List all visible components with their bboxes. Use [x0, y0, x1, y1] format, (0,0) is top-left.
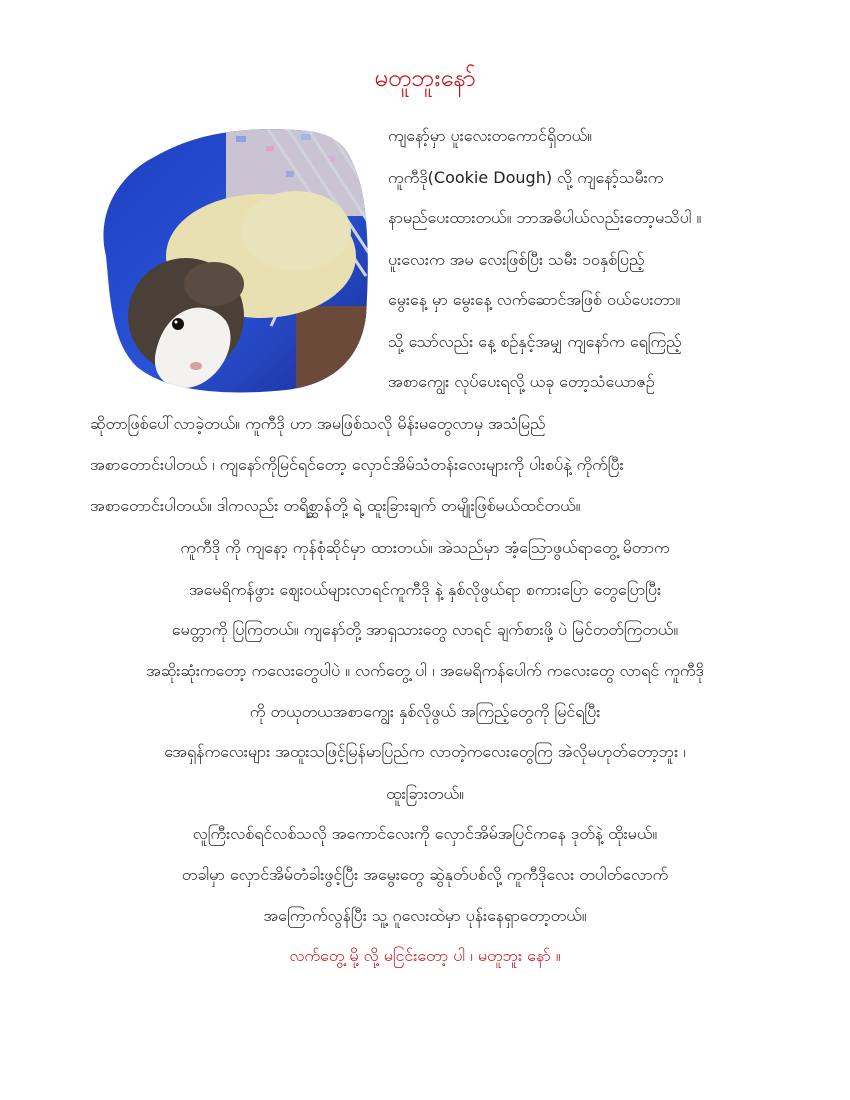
body-line: ကို တယုတယအစာကျွေး နှစ်လိုဖွယ် အကြည့်တွေကို မြင်ရပြီး: [249, 702, 601, 721]
body-line: မွေးနေ့ မှာ မွေးနေ့ လက်ဆောင်အဖြစ် ဝယ်ပေးတာ။: [388, 290, 681, 309]
body-line: ကူကီဒို(Cookie Dough) လို့ ကျနော့်သမီးက: [388, 168, 664, 187]
body-line: ဆိုတာဖြစ်ပေါ်လာခဲ့တယ်။ ကူကီဒို ဟာ အမဖြစ်သလို မိန်းမတွေလာမှ အသံမြည်: [90, 414, 546, 433]
body-line: အေရှန်ကလေးများ အထူးသဖြင့်မြန်မာပြည်က လာတဲ့ကလေးတွေကြ အဲလိုမဟုတ်တော့ဘူး ၊: [164, 742, 686, 761]
body-line: အကြောက်လွန်ပြီး သူ့ ဂူလေးထဲမှာ ပုန်းနေရှာတော့တယ်။: [263, 906, 587, 925]
body-line: ကျနော့်မှာ ပူးလေးတကောင်ရှိတယ်။: [388, 126, 592, 145]
body-line: ကူကီဒို ကို ကျနော့ ကုန်စုံဆိုင်မှာ ထားတယ်။ အဲသည်မှာ အံ့သြောဖွယ်ရာတွေ့ မိတာက: [180, 538, 670, 557]
body-line: မေတ္တာကို ပြကြတယ်။ ကျနော်တို့ အာရှသားတွေ လာရင် ချက်စားဖို့ ပဲ မြင်တတ်ကြတယ်။: [171, 620, 679, 639]
body-line: ထူးခြားတယ်။: [386, 784, 464, 803]
body-line: လူကြီးလစ်ရင်လစ်သလို အကောင်လေးကို လှောင်အိမ်အပြင်ကနေ ဒုတ်နဲ့ ထိုးမယ်။: [192, 824, 658, 843]
closing-line: လက်တွေ့ မို့ လို့ မငြင်းတော့ ပါ ၊ မတူဘူး နော် ။: [289, 946, 561, 965]
body-line: အစာတောင်းပါတယ်။ ဒါကလည်း တရိစ္ဆာန်တို့ ရဲ့ ထူးခြားချက် တမျိုးဖြစ်မယ်ထင်တယ်။: [90, 496, 581, 515]
body-line: တခါမှာ လှောင်အိမ်တံခါးဖွင့်ပြီး အမွေးတွေ ဆွဲနုတ်ပစ်လို့ ကူကီဒိုလေး တပါတ်လောက်: [181, 865, 669, 884]
body-line: အမေရိကန်ဖွား ဈေးဝယ်များလာရင်ကူကီဒို နဲ့ နှစ်လိုဖွယ်ရာ စကားပြော တွေပြောပြီး: [188, 580, 662, 599]
body-line: နာမည်ပေးထားတယ်။ ဘာအဓိပါယ်လည်းတော့မသိပါ ။: [388, 208, 702, 227]
page-title: မတူဘူးနော်: [374, 64, 476, 92]
body-line: သို့ သော်လည်း နေ့ စဉ်နှင့်အမျှ ကျနော်က ရေကြည့်: [388, 332, 682, 351]
guinea-pig-photo: [96, 126, 374, 394]
body-line: ပူးလေးက အမ လေးဖြစ်ပြီး သမီး ၁၀နှစ်ပြည့်: [388, 250, 645, 269]
body-line: အစာတောင်းပါတယ် ၊ ကျနော်ကိုမြင်ရင်တော့ လှောင်အိမ်သံတန်းလေးများကို ပါးစပ်နဲ့ ကိုက်ပြီး: [90, 455, 624, 474]
body-line: အစာကျွေး လုပ်ပေးရလို့ ယခု တော့သံယောဇဉ်: [388, 372, 655, 391]
body-line: အဆိုးဆုံးကတော့ ကလေးတွေပါပဲ ။ လက်တွေ့ ပါ ၊ အမေရိကန်ပေါက် ကလေးတွေ လာရင် ကူကီဒို: [146, 661, 704, 680]
